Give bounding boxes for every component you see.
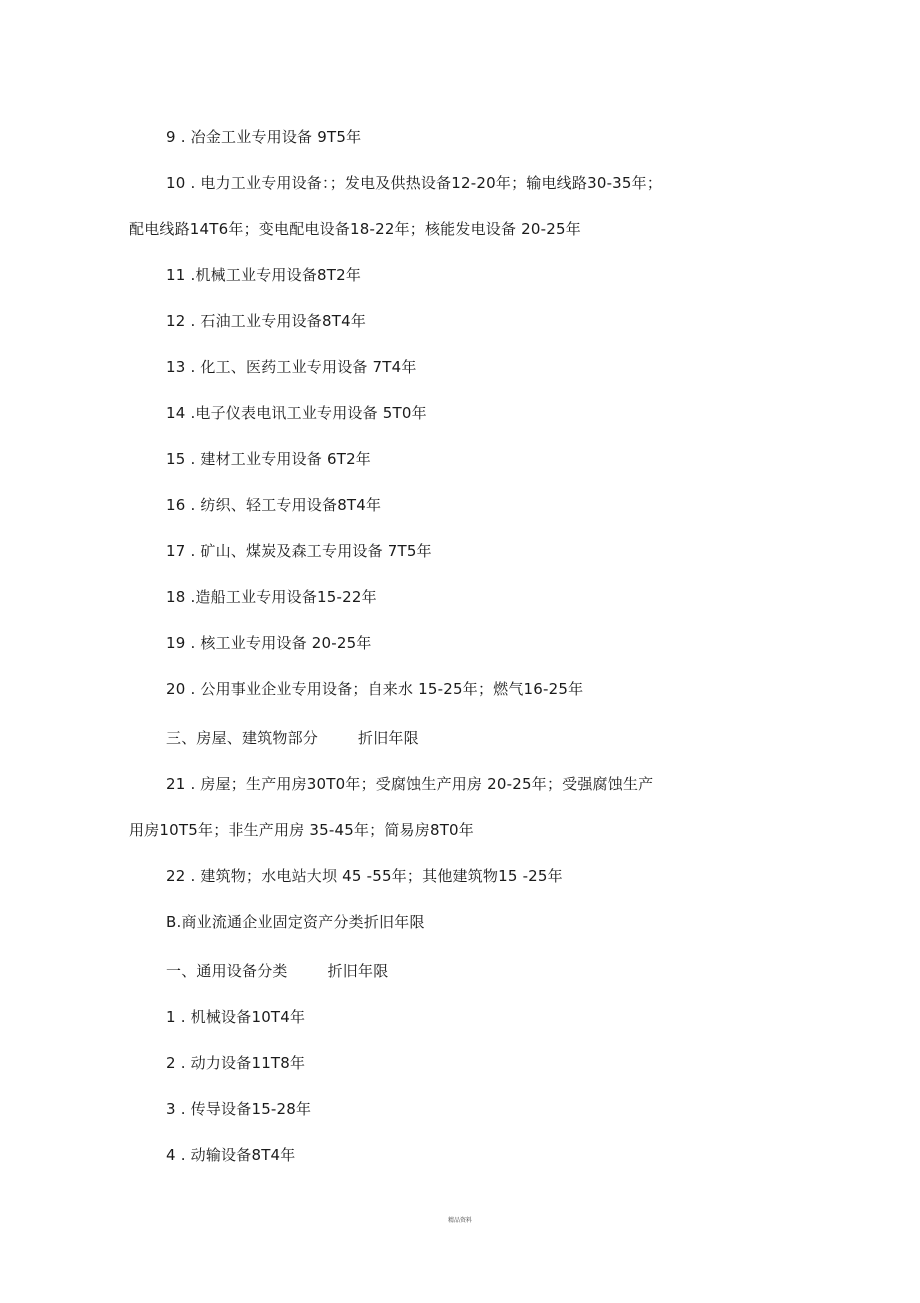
- list-item-continuation: 配电线路14T6年；变电配电设备18-22年；核能发电设备 20-25年: [129, 220, 581, 238]
- list-item: 18 .造船工业专用设备15-22年: [166, 588, 377, 606]
- list-item: 12 . 石油工业专用设备8T4年: [166, 312, 367, 330]
- section-heading-label: 三、房屋、建筑物部分: [166, 729, 319, 747]
- list-item: 15 . 建材工业专用设备 6T2年: [166, 450, 372, 468]
- list-item: 14 .电子仪表电讯工业专用设备 5T0年: [166, 404, 427, 422]
- section-heading-suffix: 折旧年限: [327, 962, 389, 980]
- list-item: 9 . 冶金工业专用设备 9T5年: [166, 128, 362, 146]
- list-item: 22 . 建筑物；水电站大坝 45 -55年；其他建筑物15 -25年: [166, 867, 563, 885]
- list-item: 16 . 纺织、轻工专用设备8T4年: [166, 496, 382, 514]
- list-item-continuation: 用房10T5年；非生产用房 35-45年；简易房8T0年: [129, 821, 474, 839]
- subsection-title: B.商业流通企业固定资产分类折旧年限: [166, 913, 425, 931]
- list-item: 19 . 核工业专用设备 20-25年: [166, 634, 372, 652]
- section-heading: [166, 728, 419, 748]
- page-footer: 精品资料: [447, 1217, 472, 1224]
- list-item: 17 . 矿山、煤炭及森工专用设备 7T5年: [166, 542, 432, 560]
- list-item: 11 .机械工业专用设备8T2年: [166, 266, 362, 284]
- list-item: 2 . 动力设备11T8年: [166, 1054, 306, 1072]
- list-item: 4 . 动输设备8T4年: [166, 1146, 296, 1164]
- section-heading-label: 一、通用设备分类: [166, 962, 288, 980]
- list-item: 21 . 房屋；生产用房30T0年；受腐蚀生产用房 20-25年；受强腐蚀生产: [166, 775, 654, 793]
- list-item: 20 . 公用事业企业专用设备；自来水 15-25年；燃气16-25年: [166, 680, 584, 698]
- list-item: 13 . 化工、医药工业专用设备 7T4年: [166, 358, 417, 376]
- list-item: 10 . 电力工业专用设备：；发电及供热设备12-20年；输电线路30-35年；: [166, 174, 663, 192]
- section-heading-suffix: 折旧年限: [358, 729, 419, 747]
- section-heading: [166, 961, 388, 981]
- list-item: 3 . 传导设备15-28年: [166, 1100, 312, 1118]
- list-item: 1 . 机械设备10T4年: [166, 1008, 306, 1026]
